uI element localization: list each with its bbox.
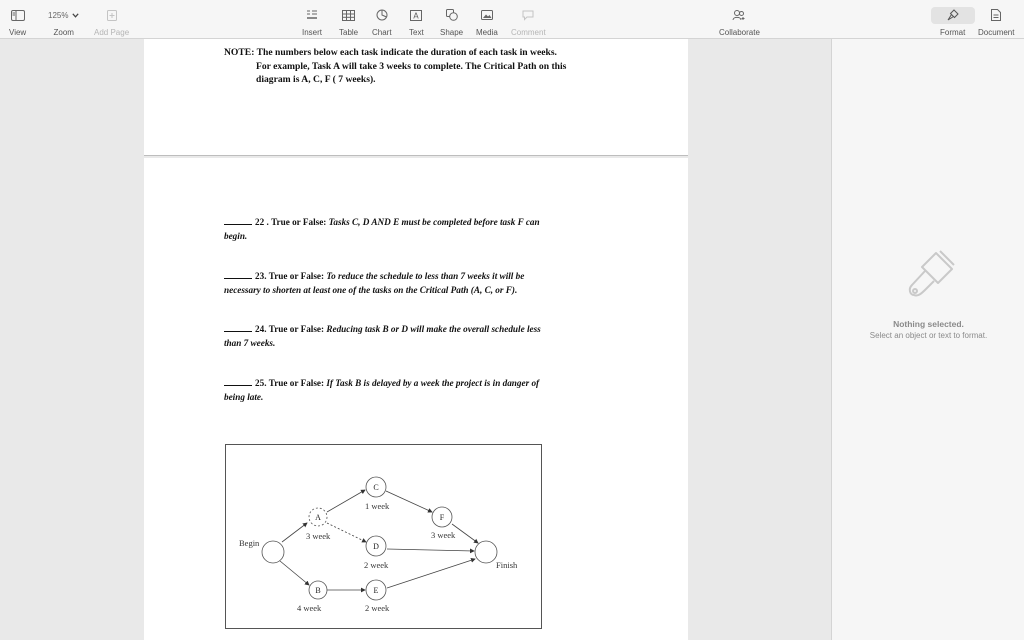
node-e-label: E [373, 586, 379, 595]
node-finish [475, 541, 497, 563]
format-label: Format [940, 28, 966, 37]
format-sidebar [831, 39, 1024, 640]
question-statement-cont: necessary to shorten at least one of the tasks on the Critical Path (A, C, or F). [224, 284, 518, 295]
comment-button[interactable] [511, 8, 546, 37]
document-button[interactable] [978, 8, 1014, 37]
add-page-icon [107, 10, 117, 21]
question-number: 23. [255, 271, 267, 281]
node-a-label: A [315, 513, 321, 522]
chevron-down-icon [72, 13, 79, 18]
edge-a-c [327, 490, 365, 512]
note-line-2: For example, Task A will take 3 weeks to complete. The Critical Path on this [256, 60, 567, 72]
format-hint-text: Select an object or text to format. [869, 331, 988, 340]
media-label: Media [476, 28, 498, 37]
toolbar [0, 0, 1024, 39]
chart-label: Chart [372, 28, 392, 37]
question-statement: Tasks C, D AND E must be completed before task F can [328, 217, 540, 227]
node-b-label: B [315, 586, 321, 595]
table-label: Table [339, 28, 359, 37]
note-line-1: NOTE: The numbers below each task indicate the duration of each task in weeks. [224, 47, 557, 58]
media-icon [481, 10, 493, 20]
question-statement: If Task B is delayed by a week the project is in danger of [326, 378, 540, 388]
view-button[interactable] [9, 8, 26, 37]
note-paragraph[interactable] [224, 46, 644, 87]
comment-label: Comment [511, 28, 546, 37]
zoom-button[interactable] [48, 8, 79, 37]
svg-text:A: A [413, 11, 420, 20]
edge-c-f [386, 491, 432, 512]
duration-e: 2 week [365, 603, 390, 613]
question-number: 24. [255, 324, 267, 334]
text-box-icon [410, 10, 422, 21]
question-22[interactable] [224, 216, 604, 243]
network-diagram-svg [226, 445, 541, 628]
edge-begin-b [280, 561, 309, 585]
insert-button[interactable] [302, 8, 322, 37]
view-label: View [9, 28, 27, 37]
node-f-label: F [439, 513, 445, 522]
document-label: Document [978, 28, 1015, 37]
node-begin [262, 541, 284, 563]
duration-a: 3 week [306, 531, 331, 541]
node-d-label: D [373, 542, 379, 551]
answer-blank[interactable] [224, 278, 252, 279]
true-false-label: True or False: [268, 324, 325, 334]
media-button[interactable] [476, 8, 498, 37]
chart-icon [376, 9, 388, 21]
insert-label: Insert [302, 28, 323, 37]
format-button[interactable] [940, 8, 965, 37]
node-c-label: C [373, 483, 379, 492]
duration-d: 2 week [364, 560, 389, 570]
add-page-label: Add Page [94, 28, 130, 37]
zoom-label: Zoom [53, 28, 74, 37]
question-23[interactable] [224, 270, 604, 297]
paintbrush-placeholder-icon [900, 245, 958, 303]
table-icon [342, 10, 355, 21]
question-statement-cont: begin. [224, 230, 248, 241]
document-canvas[interactable] [0, 39, 831, 640]
true-false-label: True or False: [268, 378, 325, 388]
page-1[interactable] [144, 39, 688, 156]
edge-f-finish [452, 524, 478, 543]
true-false-label: True or False: [271, 217, 327, 227]
collaborate-label: Collaborate [719, 28, 760, 37]
question-statement: Reducing task B or D will make the overall schedule less [326, 324, 541, 334]
duration-c: 1 week [365, 501, 390, 511]
document-icon [991, 9, 1001, 21]
comment-icon [522, 10, 534, 21]
collaborate-button[interactable] [719, 8, 760, 37]
chart-button[interactable] [372, 8, 392, 37]
paintbrush-icon [947, 9, 959, 21]
duration-b: 4 week [297, 603, 322, 613]
sidebar-icon [11, 10, 25, 21]
true-false-label: True or False: [268, 271, 325, 281]
answer-blank[interactable] [224, 331, 252, 332]
nothing-selected-text: Nothing selected. [893, 319, 964, 329]
begin-label: Begin [239, 538, 260, 548]
edge-d-finish [387, 549, 474, 551]
question-number: 22 . [255, 217, 269, 227]
answer-blank[interactable] [224, 385, 252, 386]
text-button[interactable] [409, 8, 424, 37]
network-diagram[interactable] [225, 444, 542, 629]
insert-list-icon [306, 10, 318, 21]
shape-button[interactable] [440, 8, 463, 37]
edge-begin-a [282, 523, 307, 542]
question-25[interactable] [224, 377, 604, 404]
text-label: Text [409, 28, 424, 37]
answer-blank[interactable] [224, 224, 252, 225]
edge-e-finish [387, 559, 475, 588]
duration-f: 3 week [431, 530, 456, 540]
zoom-value: 125% [48, 10, 69, 20]
note-line-3: diagram is A, C, F ( 7 weeks). [256, 74, 376, 85]
page-2[interactable] [144, 158, 688, 640]
table-button[interactable] [339, 8, 358, 37]
question-statement-cont: being late. [224, 391, 264, 402]
add-page-button[interactable] [94, 8, 129, 37]
shape-icon [446, 9, 458, 21]
collaborate-icon [732, 9, 746, 21]
question-24[interactable] [224, 323, 604, 350]
question-statement-cont: than 7 weeks. [224, 337, 276, 348]
finish-label: Finish [496, 560, 518, 570]
question-number: 25. [255, 378, 267, 388]
shape-label: Shape [440, 28, 464, 37]
question-statement: To reduce the schedule to less than 7 weeks it will be [326, 271, 525, 281]
edge-a-d [327, 523, 366, 542]
